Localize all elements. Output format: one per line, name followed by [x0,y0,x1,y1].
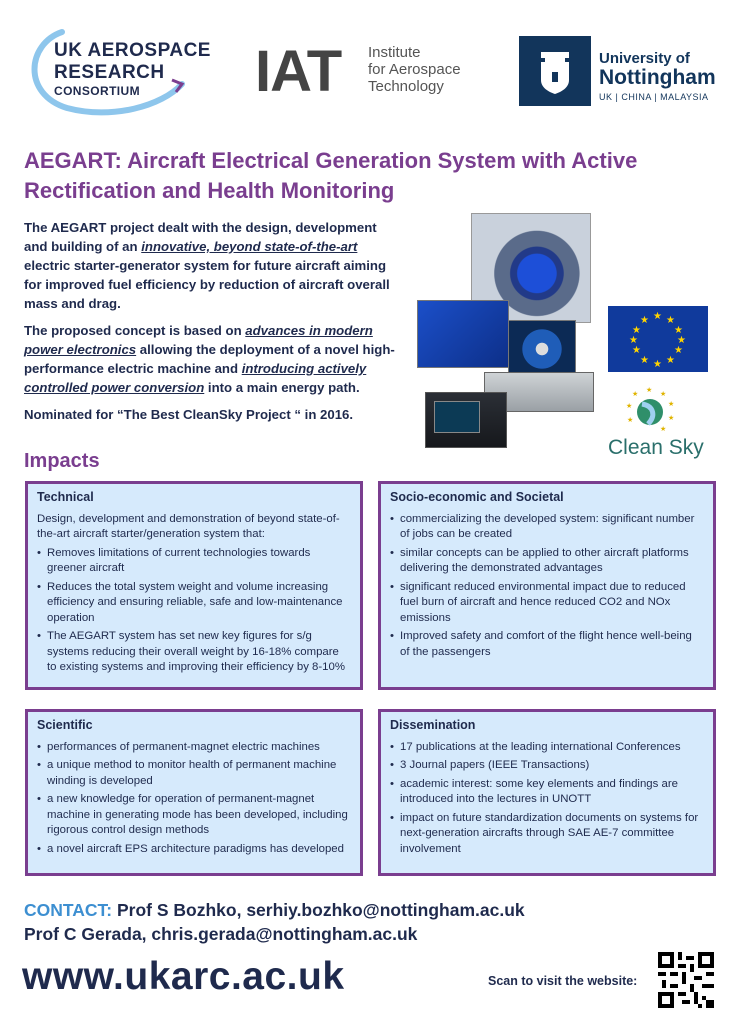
contact-line-2[interactable]: Prof C Gerada, chris.gerada@nottingham.ac.uk [24,924,418,944]
svg-text:★: ★ [627,416,634,424]
ukarc-logo [22,24,222,120]
ukarc-line-2: RESEARCH [54,62,165,83]
ukarc-line-1: UK AEROSPACE [54,40,211,61]
uon-line-2: Nottingham [599,66,716,89]
intro-highlight-1: innovative, beyond state-of-the-art [141,239,358,254]
scientific-box [25,709,363,876]
list-item: • performances of permanent-magnet electric machines [37,740,351,756]
eu-flag-icon: ★ ★ ★ ★ ★ ★ ★ ★ ★ ★ ★ ★ [608,306,708,372]
technical-lead: Design, development and demonstration of beyond state-of-the-art aircraft starter/generation system that: [37,512,340,540]
svg-text:★: ★ [660,390,667,398]
list-item: • a unique method to monitor health of permanent machine winding is developed [37,758,351,789]
list-item: • Removes limitations of current technologies towards greener aircraft [37,546,351,577]
svg-text:★: ★ [646,386,653,394]
intro-paragraph-2: The proposed concept is based on advances in modern power electronics allowing the deployment of a novel high-performance electric machine and introducing actively controlled power conversion into a main energy path. [24,323,395,395]
intro-highlight-3: introducing actively controlled power conversion [24,361,367,395]
cleansky-logo [602,384,720,464]
iat-acronym: IAT [255,39,342,104]
dissemination-heading: Dissemination [390,718,476,732]
list-item: • commercializing the developed system: significant number of jobs can be created [390,512,704,543]
svg-text:★: ★ [668,414,675,422]
intro-text [24,218,399,432]
intro-paragraph-3: Nominated for “The Best CleanSky Project “ in 2016. [24,407,354,422]
impacts-heading: Impacts [24,450,100,472]
nottingham-logo [519,36,731,106]
power-converter-photo [417,300,509,368]
socio-economic-box [378,481,716,690]
list-item: • 17 publications at the leading international Conferences [390,740,704,756]
svg-text:★: ★ [626,402,633,410]
contact-block [24,898,525,946]
technical-heading: Technical [37,490,94,504]
intro-paragraph-1: The AEGART project dealt with the design, development and building of an innovative, beyond state-of-the-art electric starter-generator system for future aircraft aiming for improved fuel efficiency by reduction of aircraft overall mass and drag. [24,220,390,311]
cleansky-emblem-icon [602,384,720,440]
iat-line-1: Institute [368,44,421,61]
website-link[interactable]: www.ukarc.ac.uk [22,955,345,998]
oscilloscope-photo [425,392,507,448]
svg-text:★: ★ [668,400,675,408]
list-item: • similar concepts can be applied to other aircraft platforms delivering the demonstrated advantages [390,546,704,577]
contact-label: CONTACT: [24,900,113,920]
list-item: • Reduces the total system weight and volume increasing efficiency and ensuring reliable, safe and low-maintenance operation [37,580,351,627]
castle-icon [519,36,591,106]
ukarc-line-3: CONSORTIUM [54,84,140,98]
svg-text:★: ★ [660,425,667,433]
uon-line-1: University of [599,50,690,67]
dissemination-box [378,709,716,876]
iat-line-3: Technology [368,78,444,95]
qr-code-icon[interactable] [658,952,714,1008]
list-item: • significant reduced environmental impact due to reduced fuel burn of aircraft and hence reduced CO2 and NOx emissions [390,580,704,627]
iat-line-2: for Aerospace [368,61,461,78]
scan-label: Scan to visit the website: [488,974,638,988]
contact-line-1[interactable]: Prof S Bozhko, serhiy.bozhko@nottingham.ac.uk [112,900,525,920]
list-item: • The AEGART system has set new key figures for s/g systems reducing their overall weight by 16-18% compare to existing systems and improving their efficiency by 8-10% [37,629,351,676]
rotor-photo [508,320,576,378]
poster-title [24,146,714,206]
socio-heading: Socio-economic and Societal [390,490,564,504]
list-item: • a novel aircraft EPS architecture paradigms has developed [37,842,351,858]
list-item: • academic interest: some key elements and findings are introduced into the lectures in UNOTT [390,777,704,808]
technical-box [25,481,363,690]
uon-line-3: UK | CHINA | MALAYSIA [599,92,709,102]
list-item: • a new knowledge for operation of permanent-magnet machine in generating mode has been developed, including rigorous control design methods [37,792,351,839]
svg-text:★: ★ [632,390,639,398]
list-item: • 3 Journal papers (IEEE Transactions) [390,758,704,774]
list-item: • impact on future standardization documents on systems for next-generation aircrafts through SAE AE-7 committee involvement [390,811,704,858]
intro-highlight-2: advances in modern power electronics [24,323,373,357]
title-line-1: AEGART: Aircraft Electrical Generation System with Active [24,148,638,173]
list-item: • Improved safety and comfort of the flight hence well-being of the passengers [390,629,704,660]
title-line-2: Rectification and Health Monitoring [24,178,395,203]
scientific-heading: Scientific [37,718,93,732]
cleansky-text: Clean Sky [608,436,704,459]
iat-logo [255,39,485,104]
